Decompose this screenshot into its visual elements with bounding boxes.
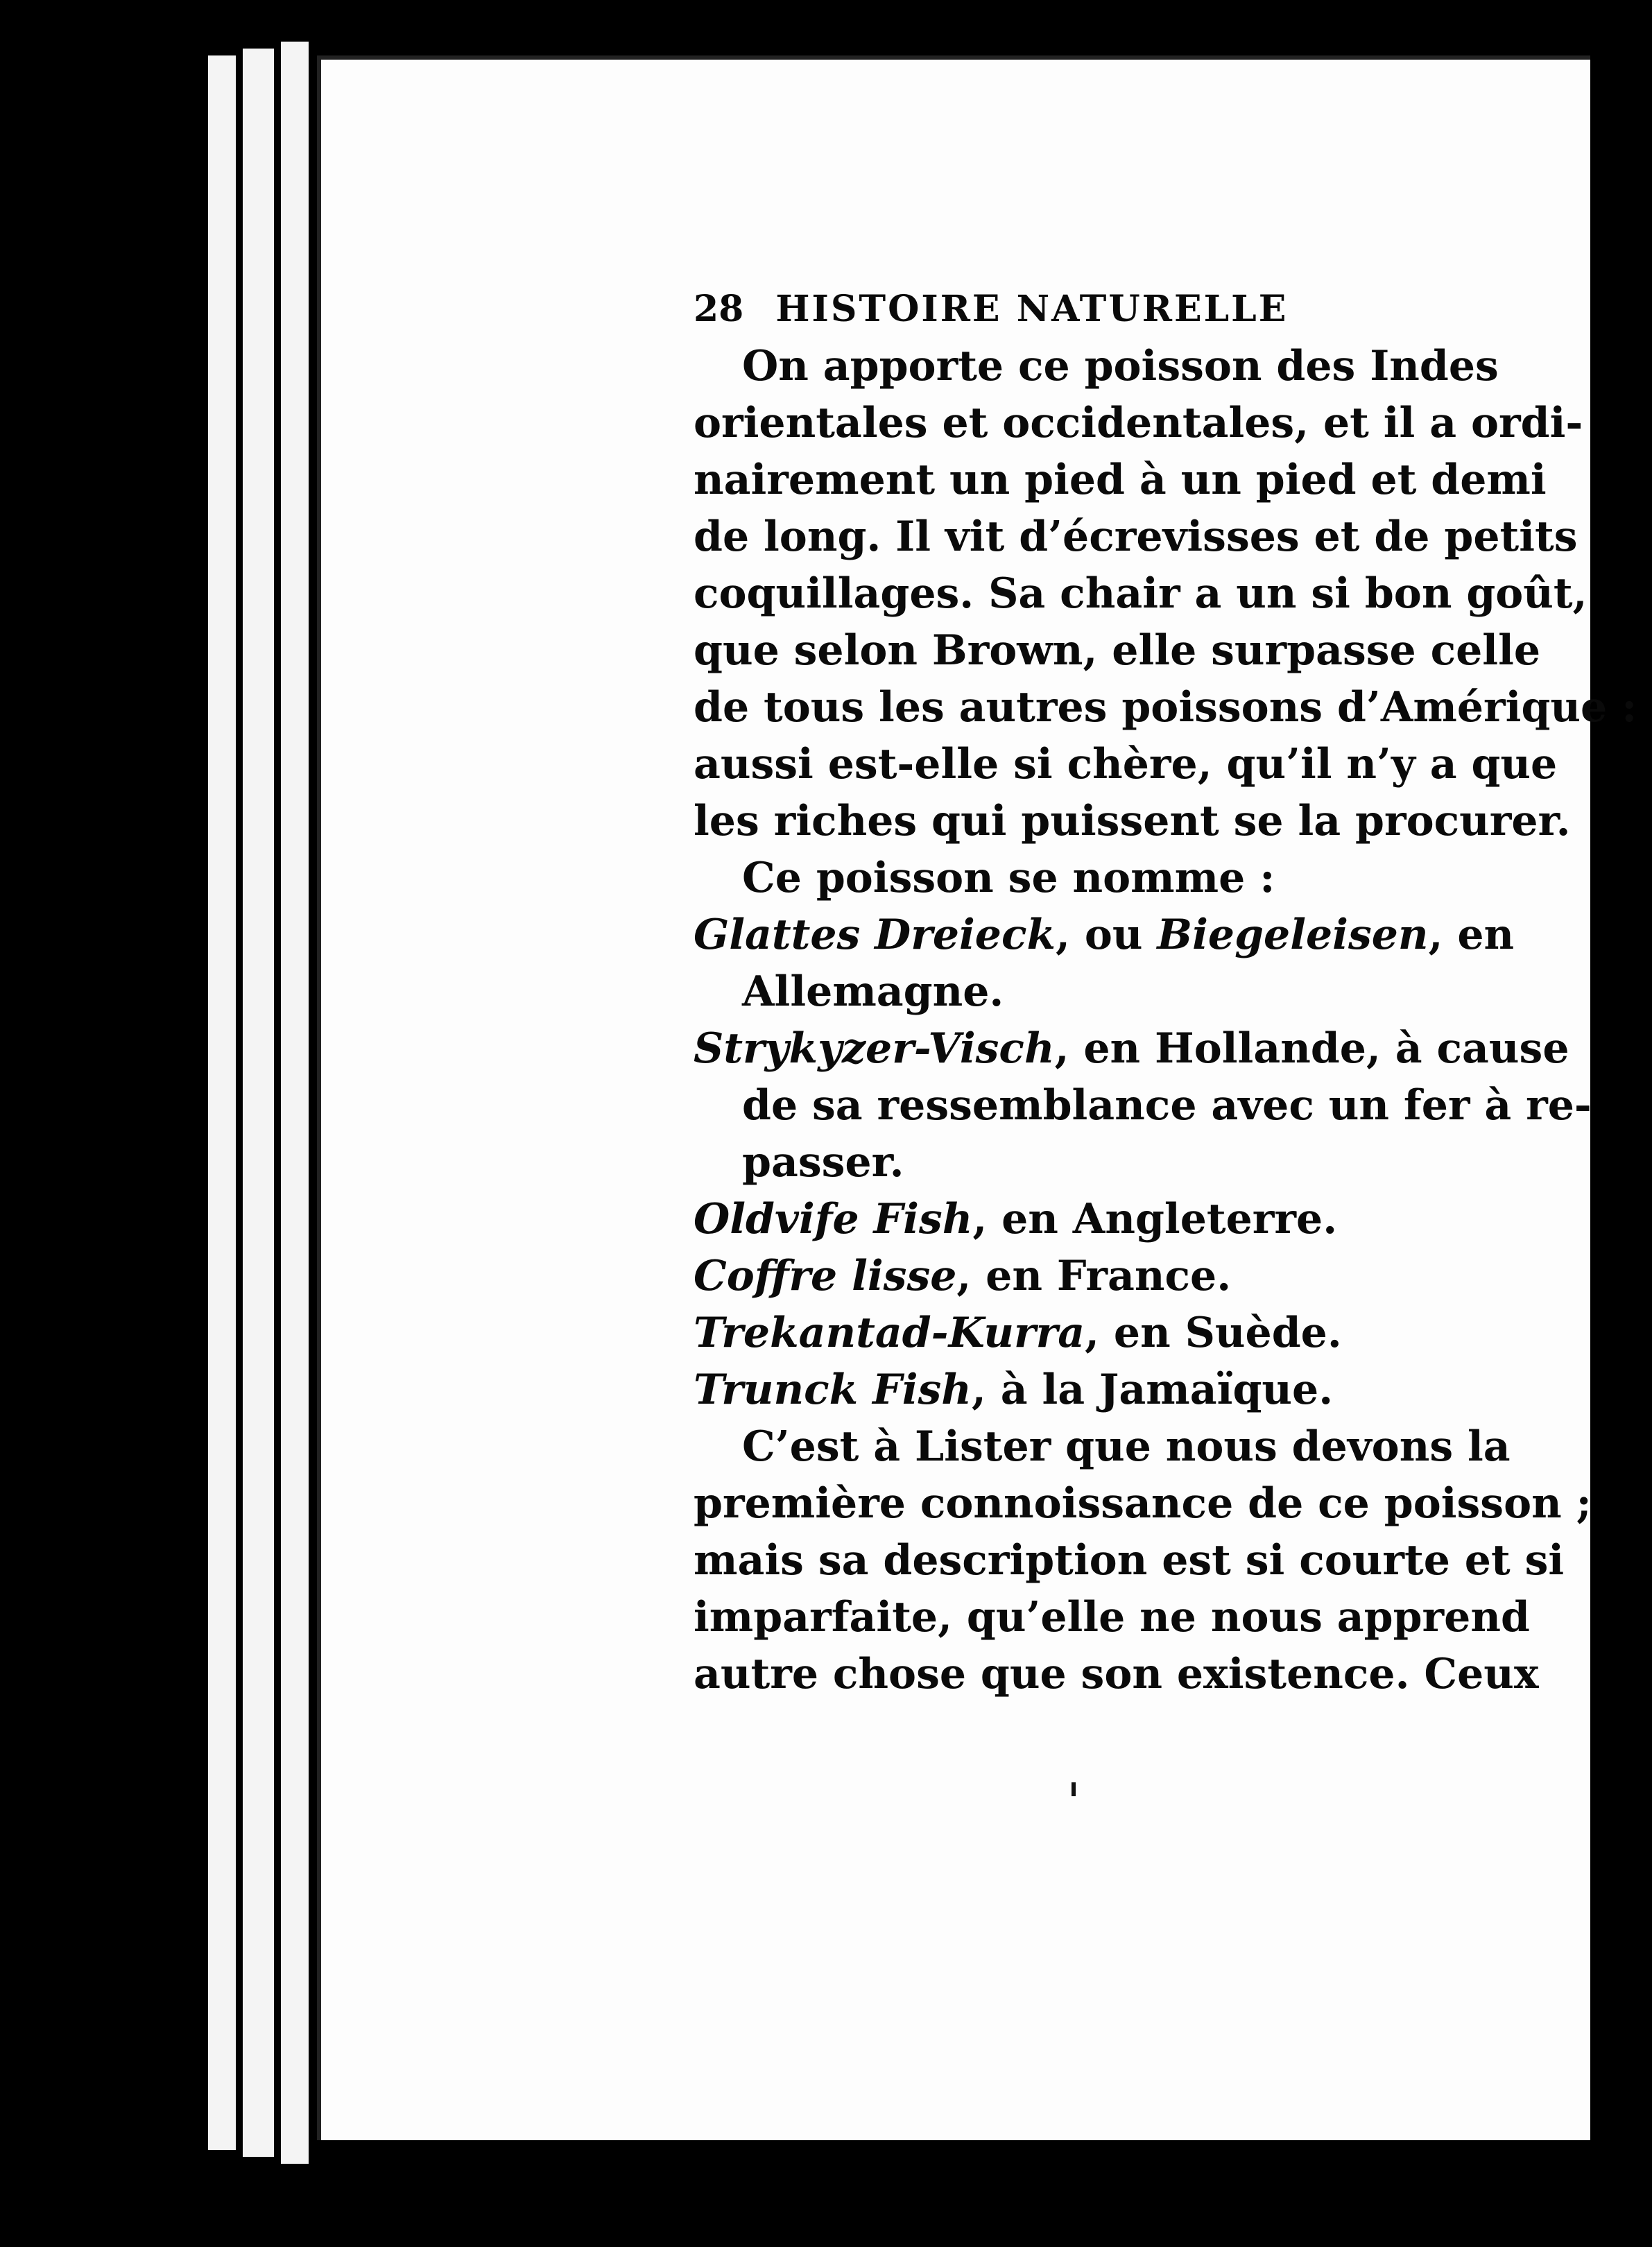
text-line: les riches qui puissent se la procurer. <box>694 797 1571 845</box>
name-entry <box>694 1248 1498 1305</box>
name-term: Biegeleisen <box>1157 911 1429 959</box>
name-continuation: de sa ressemblance avec un fer à re- <box>742 1081 1592 1130</box>
page-text <box>694 281 1637 1703</box>
name-rest: , en France. <box>956 1252 1232 1300</box>
name-term: Oldvife Fish <box>694 1195 973 1243</box>
page-edge <box>208 55 236 2150</box>
name-mid: ou <box>1084 911 1143 959</box>
name-rest: , en <box>1428 911 1515 959</box>
name-entry <box>694 1020 1569 1077</box>
name-entry <box>694 1361 1498 1418</box>
name-sep: , <box>1056 911 1070 959</box>
text-line: que selon Brown, elle surpasse celle <box>694 626 1541 675</box>
name-term: Strykyzer-Visch <box>694 1024 1055 1073</box>
name-entry <box>694 1305 1498 1361</box>
name-entry <box>694 906 1515 963</box>
name-entry <box>694 1191 1498 1248</box>
text-line: de tous les autres poissons d’Amérique : <box>694 683 1637 732</box>
page-edge-gap <box>309 42 317 2164</box>
text-line: coquillages. Sa chair a un si bon goût, <box>694 569 1588 618</box>
page-number: 28 <box>694 288 744 330</box>
page-edge <box>243 49 274 2157</box>
page-edge <box>281 42 309 2164</box>
text-line: aussi est-elle si chère, qu’il n’y a que <box>694 740 1558 789</box>
paragraph-1 <box>694 338 1637 850</box>
name-term: Trekantad-Kurra <box>694 1309 1085 1357</box>
text-line: On apporte ce poisson des Indes <box>742 342 1499 390</box>
text-line: de long. Il vit d’écrevisses et de petits <box>694 513 1578 561</box>
text-line: orientales et occidentales, et il a ordi- <box>694 399 1583 447</box>
name-term: Glattes Dreieck <box>694 911 1056 959</box>
name-continuation: Allemagne. <box>742 967 1004 1016</box>
name-rest: , en Angleterre. <box>972 1195 1338 1243</box>
text-line: première connoissance de ce poisson ; <box>694 1479 1592 1528</box>
names-intro: Ce poisson se nomme : <box>742 854 1275 902</box>
name-rest: , à la Jamaïque. <box>971 1366 1334 1414</box>
text-line: nairement un pied à un pied et demi <box>694 456 1547 504</box>
page-edge-gap <box>236 55 243 2150</box>
name-continuation: passer. <box>742 1138 904 1187</box>
name-term: Trunck Fish <box>694 1366 972 1414</box>
running-title: HISTOIRE NATURELLE <box>775 288 1289 330</box>
text-line: autre chose que son existence. Ceux <box>694 1650 1539 1698</box>
printer-mark <box>1072 1782 1076 1796</box>
page-edge-gap <box>274 49 281 2157</box>
text-line: C’est à Lister que nous devons la <box>742 1422 1511 1471</box>
text-line: mais sa description est si courte et si <box>694 1536 1565 1585</box>
text-line: imparfaite, qu’elle ne nous apprend <box>694 1593 1530 1642</box>
name-rest: , en Hollande, à cause <box>1054 1024 1569 1073</box>
paragraph-2 <box>694 1418 1592 1703</box>
running-header <box>694 281 1498 338</box>
name-rest: , en Suède. <box>1085 1309 1342 1357</box>
name-term: Coffre lisse <box>694 1252 957 1300</box>
